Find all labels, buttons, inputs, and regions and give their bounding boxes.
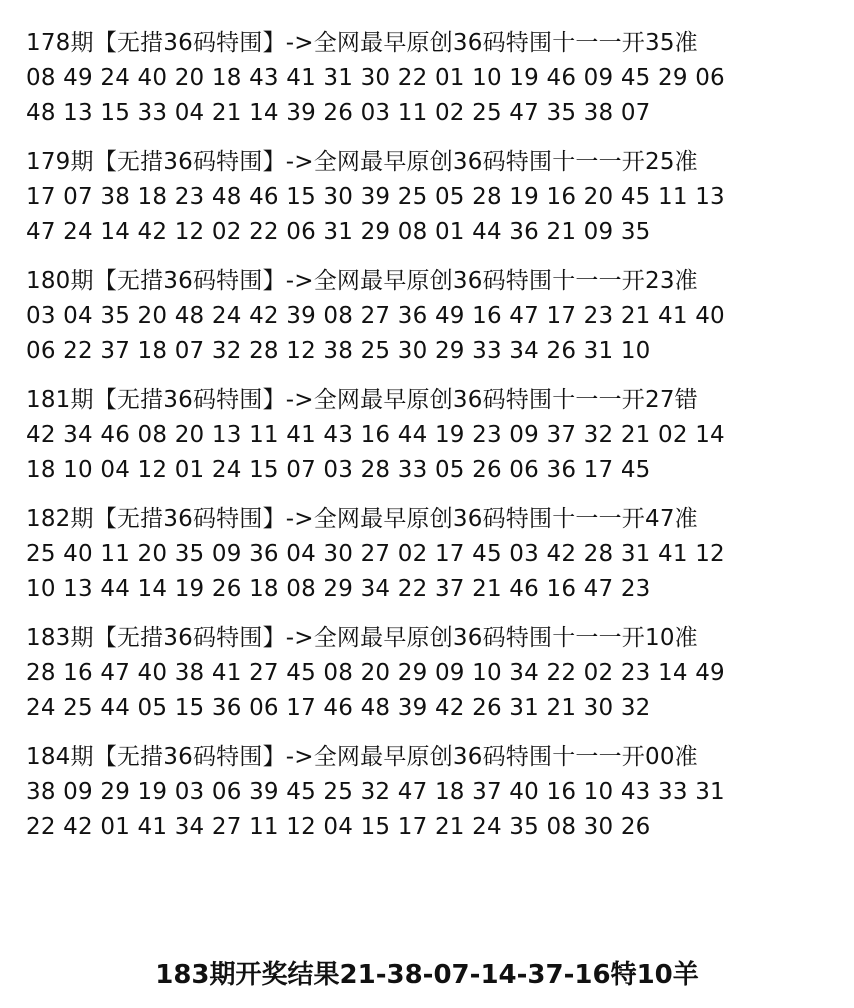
period-header: 184期【无措36码特围】->全网最早原创36码特围十一一开00准 (26, 744, 698, 770)
predictions-list (26, 26, 836, 859)
number-row: 06 22 37 18 07 32 28 12 38 25 30 29 33 34 26 31 10 (26, 338, 651, 364)
number-row: 47 24 14 42 12 02 22 06 31 29 08 01 44 36 21 09 35 (26, 219, 651, 245)
number-row: 25 40 11 20 35 09 36 04 30 27 02 17 45 03 42 28 31 41 12 (26, 541, 725, 567)
period-block-182 (26, 502, 836, 607)
period-block-179 (26, 145, 836, 250)
period-header: 180期【无措36码特围】->全网最早原创36码特围十一一开23准 (26, 268, 698, 294)
period-header: 182期【无措36码特围】->全网最早原创36码特围十一一开47准 (26, 506, 698, 532)
period-block-178 (26, 26, 836, 131)
number-row: 38 09 29 19 03 06 39 45 25 32 47 18 37 40 16 10 43 33 31 (26, 779, 725, 805)
number-row: 42 34 46 08 20 13 11 41 43 16 44 19 23 09 37 32 21 02 14 (26, 422, 725, 448)
period-block-183 (26, 621, 836, 726)
number-row: 03 04 35 20 48 24 42 39 08 27 36 49 16 47 17 23 21 41 40 (26, 303, 725, 329)
number-row: 10 13 44 14 19 26 18 08 29 34 22 37 21 46 16 47 23 (26, 576, 651, 602)
number-row: 28 16 47 40 38 41 27 45 08 20 29 09 10 34 22 02 23 14 49 (26, 660, 725, 686)
period-header: 179期【无措36码特围】->全网最早原创36码特围十一一开25准 (26, 149, 698, 175)
period-header: 183期【无措36码特围】->全网最早原创36码特围十一一开10准 (26, 625, 698, 651)
period-block-181 (26, 383, 836, 488)
number-row: 24 25 44 05 15 36 06 17 46 48 39 42 26 31 21 30 32 (26, 695, 651, 721)
number-row: 48 13 15 33 04 21 14 39 26 03 11 02 25 47 35 38 07 (26, 100, 651, 126)
draw-result: 183期开奖结果21-38-07-14-37-16特10羊 (155, 960, 699, 990)
number-row: 22 42 01 41 34 27 11 12 04 15 17 21 24 35 08 30 26 (26, 814, 651, 840)
number-row: 18 10 04 12 01 24 15 07 03 28 33 05 26 06 36 17 45 (26, 457, 651, 483)
number-row: 08 49 24 40 20 18 43 41 31 30 22 01 10 19 46 09 45 29 06 (26, 65, 725, 91)
period-header: 181期【无措36码特围】->全网最早原创36码特围十一一开27错 (26, 387, 698, 413)
period-block-184 (26, 740, 836, 845)
number-row: 17 07 38 18 23 48 46 15 30 39 25 05 28 19 16 20 45 11 13 (26, 184, 725, 210)
period-header: 178期【无措36码特围】->全网最早原创36码特围十一一开35准 (26, 30, 698, 56)
period-block-180 (26, 264, 836, 369)
